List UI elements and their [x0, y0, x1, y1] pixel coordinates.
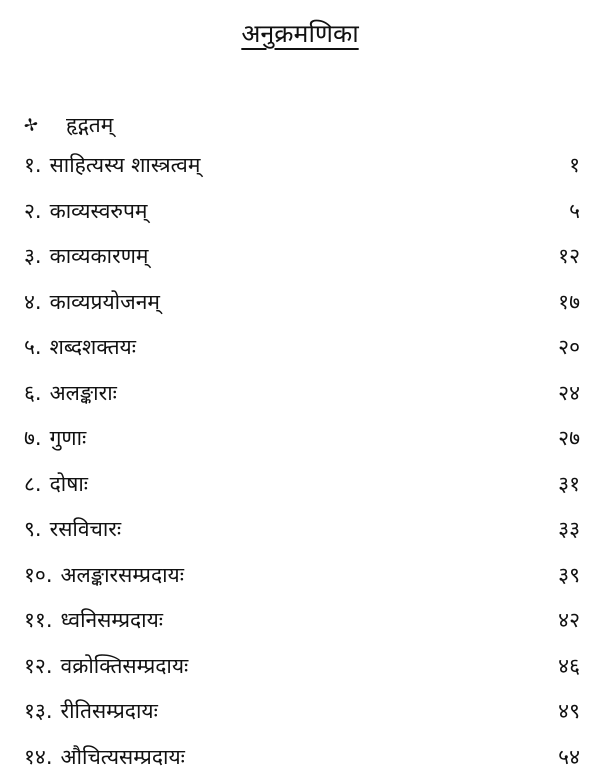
- entry-page-number: ५४: [530, 742, 580, 772]
- toc-entry: [24, 651, 188, 681]
- toc-row: [0, 419, 600, 465]
- entry-title: वक्रोक्तिसम्प्रदायः: [61, 654, 189, 678]
- toc-row: [0, 374, 600, 420]
- entry-number: ८.: [24, 472, 42, 496]
- toc-row: [0, 601, 600, 647]
- entry-title: गुणाः: [50, 426, 87, 450]
- entry-page-number: ४६: [530, 651, 580, 681]
- entry-title: औचित्यसम्प्रदायः: [61, 745, 185, 769]
- entry-title: अलङ्कारसम्प्रदायः: [61, 563, 184, 587]
- entry-title: शब्दशक्तयः: [50, 335, 136, 359]
- entry-page-number: ४२: [530, 605, 580, 635]
- entry-page-number: ३३: [530, 514, 580, 544]
- toc-row: [0, 465, 600, 511]
- entry-number: ३.: [24, 244, 42, 268]
- entry-title: अलङ्काराः: [50, 381, 117, 405]
- entry-title: रसविचारः: [50, 517, 122, 541]
- entry-title: काव्यकारणम्: [50, 244, 149, 268]
- entry-page-number: १७: [530, 287, 580, 317]
- entry-number: १२.: [24, 654, 53, 678]
- entry-title: साहित्यस्य शास्त्रत्वम्: [50, 153, 201, 177]
- toc-entry: [24, 605, 163, 635]
- entry-number: १३.: [24, 699, 53, 723]
- toc-entry: [24, 241, 148, 271]
- entry-page-number: १२: [530, 241, 580, 271]
- toc-entry: [24, 423, 86, 453]
- entry-number: ४.: [24, 290, 42, 314]
- entry-page-number: ५: [530, 196, 580, 226]
- toc-row: [0, 692, 600, 738]
- entry-number: ९.: [24, 517, 42, 541]
- entry-number: ६.: [24, 381, 42, 405]
- entry-page-number: ३९: [530, 560, 580, 590]
- entry-title: काव्यस्वरुपम्: [50, 199, 148, 223]
- toc-row: [0, 237, 600, 283]
- entry-title: ध्वनिसम्प्रदायः: [61, 608, 164, 632]
- entry-page-number: ४९: [530, 696, 580, 726]
- page-title-text: अनुक्रमणिका: [241, 19, 358, 48]
- table-of-contents: [0, 146, 600, 783]
- entry-title: रीतिसम्प्रदायः: [61, 699, 158, 723]
- entry-number: २.: [24, 199, 42, 223]
- entry-number: १.: [24, 153, 42, 177]
- decorative-star-icon: ✢: [21, 108, 49, 142]
- toc-row: [0, 328, 600, 374]
- toc-row: [0, 738, 600, 783]
- toc-entry: [24, 378, 117, 408]
- entry-page-number: १: [530, 150, 580, 180]
- toc-row: [0, 647, 600, 693]
- toc-entry: [24, 560, 184, 590]
- intro-entry: [24, 110, 113, 140]
- page-title: [0, 14, 600, 54]
- toc-row: [0, 146, 600, 192]
- toc-entry: [24, 150, 200, 180]
- toc-entry: [24, 196, 147, 226]
- intro-label: हृद्गतम्: [66, 110, 113, 140]
- toc-entry: [24, 287, 160, 317]
- entry-title: काव्यप्रयोजनम्: [50, 290, 160, 314]
- entry-number: १०.: [24, 563, 53, 587]
- entry-number: ७.: [24, 426, 42, 450]
- toc-entry: [24, 469, 88, 499]
- toc-row: [0, 556, 600, 602]
- toc-row: [0, 283, 600, 329]
- toc-entry: [24, 332, 136, 362]
- entry-page-number: ३१: [530, 469, 580, 499]
- entry-page-number: २७: [530, 423, 580, 453]
- toc-row: [0, 510, 600, 556]
- entry-page-number: २०: [530, 332, 580, 362]
- toc-row: [0, 192, 600, 238]
- entry-page-number: २४: [530, 378, 580, 408]
- entry-number: ५.: [24, 335, 42, 359]
- toc-entry: [24, 696, 158, 726]
- entry-title: दोषाः: [50, 472, 88, 496]
- entry-number: १४.: [24, 745, 53, 769]
- toc-entry: [24, 514, 121, 544]
- toc-entry: [24, 742, 185, 772]
- entry-number: ११.: [24, 608, 53, 632]
